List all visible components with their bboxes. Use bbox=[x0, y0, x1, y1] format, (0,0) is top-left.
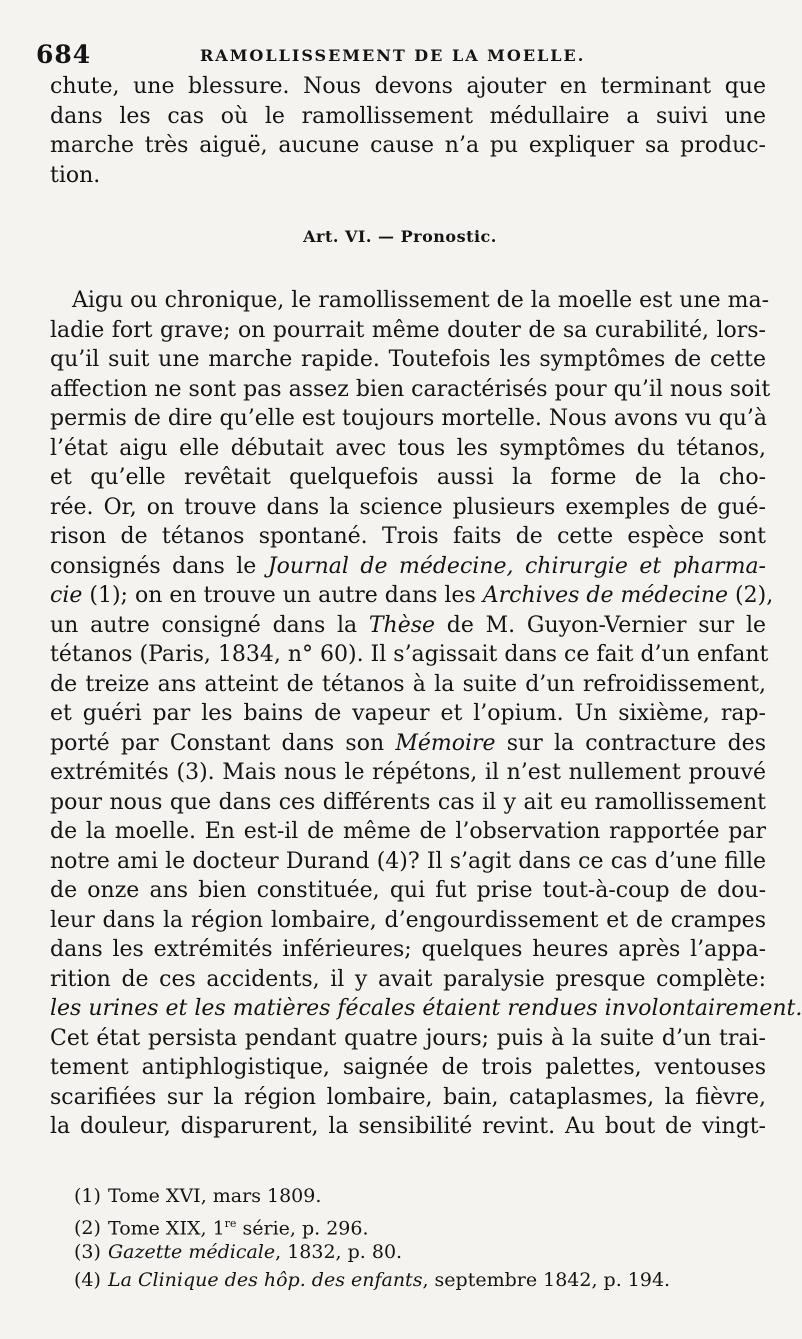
footnotes bbox=[74, 1182, 734, 1294]
footnote bbox=[74, 1266, 734, 1294]
text-line bbox=[50, 640, 769, 670]
text-run: rée. Or, on trouve dans la science plusieurs exemples de gué- bbox=[50, 494, 766, 520]
text-run: consignés dans le bbox=[50, 553, 268, 579]
text-run: ladie fort grave; on pourrait même douter de sa curabilité, lors- bbox=[50, 317, 766, 343]
text-run: de M. Guyon-Vernier sur le bbox=[435, 612, 766, 638]
text-line bbox=[50, 1024, 766, 1054]
text-run: sur la contracture des bbox=[495, 730, 766, 756]
text-line: marche très aiguë, aucune cause n’a pu expliquer sa produc- bbox=[50, 133, 766, 158]
footnote-number: (1) bbox=[74, 1185, 101, 1207]
text-line bbox=[50, 906, 766, 936]
text-line bbox=[50, 463, 766, 493]
text-line bbox=[50, 935, 766, 965]
text-run: de treize ans atteint de tétanos à la suite d’un refroidissement, bbox=[50, 671, 766, 697]
text-run: extrémités (3). Mais nous le répétons, il n’est nullement prouvé bbox=[50, 760, 766, 785]
text-line bbox=[50, 1083, 766, 1113]
text-run: un autre consigné dans la bbox=[50, 612, 369, 638]
text-run: rison de tétanos spontané. Trois faits de cette espèce sont bbox=[50, 524, 766, 549]
text-line bbox=[50, 611, 766, 641]
footnote-text: série, p. 296. bbox=[236, 1217, 369, 1240]
text-run: (2), bbox=[728, 583, 774, 608]
running-head: RAMOLLISSEMENT DE LA MOELLE. bbox=[200, 46, 586, 65]
citation-title: Journal de médecine, chirurgie et pharma- bbox=[267, 553, 766, 579]
text-line bbox=[50, 552, 766, 582]
text-run: (1); on en trouve un autre dans les bbox=[82, 583, 483, 608]
text-run: leur dans la région lombaire, d’engourdissement et de crampes bbox=[50, 907, 766, 933]
text-line bbox=[50, 788, 766, 818]
text-line bbox=[50, 670, 766, 700]
footnote-source: Gazette médicale bbox=[108, 1241, 276, 1263]
emphasized-text: les urines et les matières fécales étaient rendues involontairement. bbox=[50, 996, 802, 1021]
text-run: pour nous que dans ces différents cas il y ait eu ramollissement bbox=[50, 789, 766, 815]
text-line bbox=[50, 1053, 766, 1083]
text-run: et guéri par les bains de vapeur et l’opium. Un sixième, rap- bbox=[50, 701, 766, 726]
citation-title: Mémoire bbox=[395, 730, 496, 756]
text-line bbox=[50, 758, 766, 788]
prognosis-paragraph bbox=[50, 286, 802, 1142]
text-line bbox=[50, 729, 766, 759]
text-line bbox=[50, 316, 766, 346]
footnote-text: , septembre 1842, p. 194. bbox=[422, 1269, 671, 1291]
text-run: notre ami le docteur Durand (4)? Il s’agit dans ce cas d’une fille bbox=[50, 848, 766, 874]
text-line bbox=[50, 847, 766, 877]
text-line: dans les cas où le ramollissement médullaire a suivi une bbox=[50, 103, 766, 129]
citation-title: Thèse bbox=[368, 612, 436, 638]
text-line bbox=[50, 345, 766, 375]
text-run: Cet état persista pendant quatre jours; puis à la suite d’un trai- bbox=[50, 1025, 766, 1051]
text-line bbox=[50, 286, 770, 316]
section-heading: Art. VI. — Pronostic. bbox=[303, 227, 497, 246]
footnote-number: (4) bbox=[74, 1269, 101, 1291]
text-run: dans les extrémités inférieures; quelques heures après l’appa- bbox=[50, 937, 766, 962]
intro-paragraph bbox=[50, 72, 766, 190]
text-run: de onze ans bien constituée, qui fut prise tout-à-coup de dou- bbox=[50, 878, 766, 903]
text-line bbox=[50, 522, 766, 552]
text-run: affection ne sont pas assez bien caractérisés pour qu’il nous soit bbox=[50, 376, 771, 402]
text-line bbox=[50, 1112, 766, 1142]
text-run: permis de dire qu’elle est toujours mortelle. Nous avons vu qu’à bbox=[50, 406, 768, 431]
text-line: tion. bbox=[50, 162, 101, 188]
footnote-text: Tome XIX, 1 bbox=[108, 1217, 225, 1240]
text-run: qu’il suit une marche rapide. Toutefois les symptômes de cette bbox=[50, 347, 766, 372]
text-line bbox=[50, 965, 766, 995]
text-run: porté par Constant dans son bbox=[50, 730, 396, 756]
footnote-text: , 1832, p. 80. bbox=[275, 1241, 403, 1263]
text-line bbox=[50, 817, 766, 847]
footnote-text: Tome XVI, mars 1809. bbox=[108, 1185, 322, 1207]
text-run: rition de ces accidents, il y avait paralysie presque complète: bbox=[50, 966, 766, 992]
text-line bbox=[50, 581, 774, 611]
footnote-number: (2) bbox=[74, 1217, 101, 1240]
text-run: de la moelle. En est-il de même de l’observation rapportée par bbox=[50, 819, 766, 844]
text-run: scarifiées sur la région lombaire, bain, cataplasmes, la fièvre, bbox=[50, 1084, 766, 1110]
citation-title: cie bbox=[50, 583, 83, 608]
footnote bbox=[74, 1238, 734, 1266]
footnote-superscript: re bbox=[224, 1217, 237, 1230]
text-line bbox=[50, 994, 802, 1024]
citation-title: Archives de médecine bbox=[482, 583, 729, 608]
footnote bbox=[74, 1210, 734, 1238]
footnote bbox=[74, 1182, 734, 1210]
text-line bbox=[50, 699, 766, 729]
footnote-source: La Clinique des hôp. des enfants bbox=[108, 1269, 423, 1291]
text-run: tétanos (Paris, 1834, n° 60). Il s’agissait dans ce fait d’un enfant bbox=[50, 642, 769, 667]
text-line bbox=[50, 375, 771, 405]
text-run: et qu’elle revêtait quelquefois aussi la forme de la cho- bbox=[50, 465, 766, 490]
text-line: chute, une blessure. Nous devons ajouter en terminant que bbox=[50, 74, 766, 99]
page-number: 684 bbox=[36, 40, 92, 69]
text-line bbox=[50, 434, 766, 464]
text-line bbox=[50, 876, 766, 906]
text-line bbox=[50, 404, 766, 434]
text-run: l’état aigu elle débutait avec tous les symptômes du tétanos, bbox=[50, 435, 766, 461]
text-run: tement antiphlogistique, saignée de trois palettes, ventouses bbox=[50, 1055, 766, 1080]
page-header bbox=[32, 30, 760, 70]
text-run: Aigu ou chronique, le ramollissement de la moelle est une ma- bbox=[72, 288, 770, 313]
footnote-number: (3) bbox=[74, 1241, 101, 1263]
text-line bbox=[50, 493, 766, 523]
text-run: la douleur, disparurent, la sensibilité revint. Au bout de vingt- bbox=[50, 1114, 766, 1139]
